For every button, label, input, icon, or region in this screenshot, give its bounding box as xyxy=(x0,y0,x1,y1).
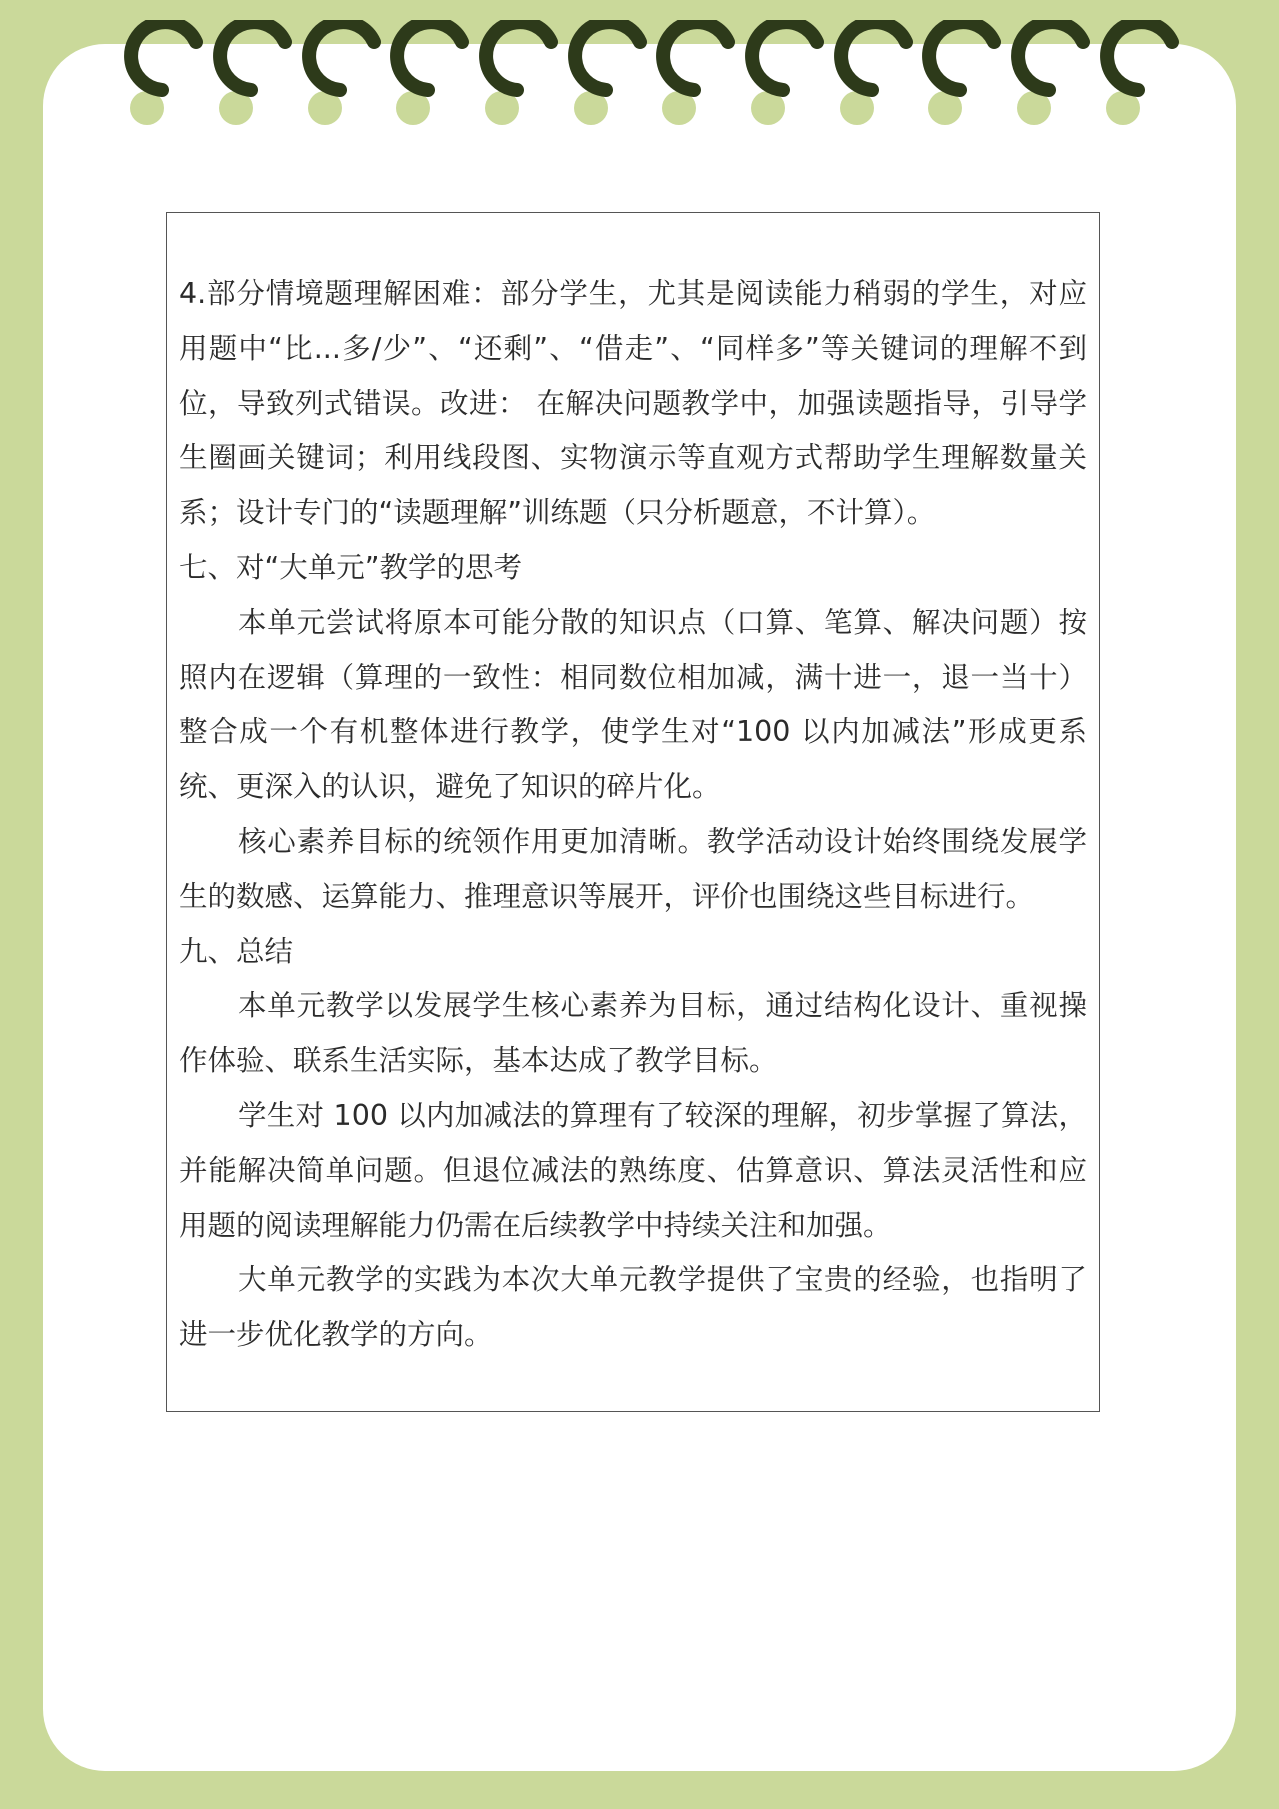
paragraph-difficulty-4: 4.部分情境题理解困难：部分学生，尤其是阅读能力稍弱的学生，对应用题中“比...多/少”、“还剩”、“借走”、“同样多”等关键词的理解不到位，导致列式错误。改进： 在解决问题教学中，加强读题指导，引导学生圈画关键词；利用线段图、实物演示等直观方式帮助学生理解数量关系；设计专门的“读题理解”训练题（只分析题意，不计算）。 xyxy=(179,277,1087,530)
paragraph-student-progress: 学生对 100 以内加减法的算理有了较深的理解，初步掌握了算法，并能解决简单问题。但退位减法的熟练度、估算意识、算法灵活性和应用题的阅读理解能力仍需在后续教学中持续关注和加强。 xyxy=(179,1098,1087,1242)
paragraph-integration: 本单元尝试将原本可能分散的知识点（口算、笔算、解决问题）按照内在逻辑（算理的一致性：相同数位相加减，满十进一，退一当十）整合成一个有机整体进行教学，使学生对“100 以内加减法”形成更系统、更深入的认识，避免了知识的碎片化。 xyxy=(179,605,1087,804)
section-heading-reflection: 七、对“大单元”教学的思考 xyxy=(179,550,523,584)
binder-ring-icon xyxy=(642,20,736,126)
binder-ring-icon xyxy=(731,20,825,126)
binder-ring-icon xyxy=(465,20,559,126)
binder-ring-icon xyxy=(199,20,293,126)
binder-ring-icon xyxy=(997,20,1091,126)
binder-ring-icon xyxy=(554,20,648,126)
paragraph-experience: 大单元教学的实践为本次大单元教学提供了宝贵的经验，也指明了进一步优化教学的方向。 xyxy=(179,1263,1087,1352)
binder-rings xyxy=(0,0,1279,140)
binder-ring-icon xyxy=(288,20,382,126)
text-frame xyxy=(166,212,1100,1412)
binder-ring-icon xyxy=(110,20,204,126)
binder-ring-icon xyxy=(820,20,914,126)
section-heading-summary: 九、总结 xyxy=(179,934,294,968)
binder-ring-icon xyxy=(908,20,1002,126)
paragraph-summary-goal: 本单元教学以发展学生核心素养为目标，通过结构化设计、重视操作体验、联系生活实际，基本达成了教学目标。 xyxy=(179,989,1087,1078)
paragraph-core-literacy: 核心素养目标的统领作用更加清晰。教学活动设计始终围绕发展学生的数感、运算能力、推理意识等展开，评价也围绕这些目标进行。 xyxy=(179,824,1087,913)
binder-ring-icon xyxy=(376,20,470,126)
binder-ring-icon xyxy=(1086,20,1180,126)
